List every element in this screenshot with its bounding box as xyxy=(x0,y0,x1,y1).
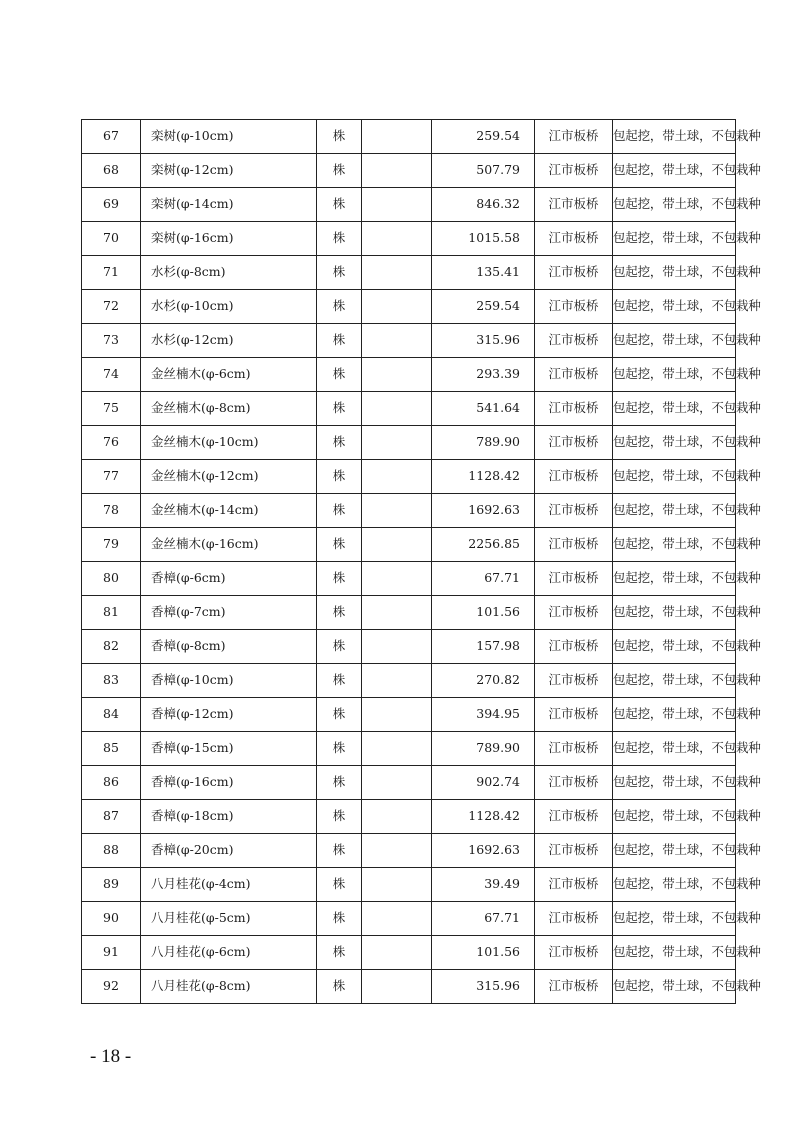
blank-cell xyxy=(362,562,432,596)
unit-price: 789.90 xyxy=(432,732,535,766)
blank-cell xyxy=(362,324,432,358)
row-number: 68 xyxy=(82,154,141,188)
origin-place: 江市板桥 xyxy=(535,222,613,256)
remark: 包起挖，带土球，不包栽种 xyxy=(613,256,736,290)
unit: 株 xyxy=(317,970,362,1004)
unit-price: 293.39 xyxy=(432,358,535,392)
table-row xyxy=(82,528,736,562)
item-name: 八月桂花(φ-8cm) xyxy=(141,970,317,1004)
remark: 包起挖，带土球，不包栽种 xyxy=(613,868,736,902)
item-name: 金丝楠木(φ-6cm) xyxy=(141,358,317,392)
blank-cell xyxy=(362,698,432,732)
origin-place: 江市板桥 xyxy=(535,426,613,460)
blank-cell xyxy=(362,154,432,188)
table-row xyxy=(82,256,736,290)
unit-price: 1128.42 xyxy=(432,800,535,834)
table-row xyxy=(82,120,736,154)
origin-place: 江市板桥 xyxy=(535,834,613,868)
row-number: 70 xyxy=(82,222,141,256)
row-number: 90 xyxy=(82,902,141,936)
table-row xyxy=(82,902,736,936)
item-name: 水杉(φ-8cm) xyxy=(141,256,317,290)
blank-cell xyxy=(362,392,432,426)
remark: 包起挖，带土球，不包栽种 xyxy=(613,562,736,596)
remark: 包起挖，带土球，不包栽种 xyxy=(613,188,736,222)
unit-price: 259.54 xyxy=(432,290,535,324)
item-name: 栾树(φ-12cm) xyxy=(141,154,317,188)
blank-cell xyxy=(362,902,432,936)
row-number: 74 xyxy=(82,358,141,392)
origin-place: 江市板桥 xyxy=(535,188,613,222)
unit-price: 1128.42 xyxy=(432,460,535,494)
item-name: 香樟(φ-8cm) xyxy=(141,630,317,664)
row-number: 78 xyxy=(82,494,141,528)
item-name: 香樟(φ-6cm) xyxy=(141,562,317,596)
origin-place: 江市板桥 xyxy=(535,324,613,358)
remark: 包起挖，带土球，不包栽种 xyxy=(613,222,736,256)
row-number: 81 xyxy=(82,596,141,630)
unit-price: 507.79 xyxy=(432,154,535,188)
unit-price: 789.90 xyxy=(432,426,535,460)
origin-place: 江市板桥 xyxy=(535,732,613,766)
remark: 包起挖，带土球，不包栽种 xyxy=(613,732,736,766)
item-name: 八月桂花(φ-6cm) xyxy=(141,936,317,970)
table-row xyxy=(82,426,736,460)
remark: 包起挖，带土球，不包栽种 xyxy=(613,392,736,426)
origin-place: 江市板桥 xyxy=(535,698,613,732)
remark: 包起挖，带土球，不包栽种 xyxy=(613,120,736,154)
blank-cell xyxy=(362,834,432,868)
blank-cell xyxy=(362,426,432,460)
blank-cell xyxy=(362,188,432,222)
item-name: 八月桂花(φ-4cm) xyxy=(141,868,317,902)
row-number: 84 xyxy=(82,698,141,732)
table-row xyxy=(82,154,736,188)
unit-price: 39.49 xyxy=(432,868,535,902)
origin-place: 江市板桥 xyxy=(535,528,613,562)
row-number: 73 xyxy=(82,324,141,358)
blank-cell xyxy=(362,664,432,698)
origin-place: 江市板桥 xyxy=(535,358,613,392)
remark: 包起挖，带土球，不包栽种 xyxy=(613,834,736,868)
remark: 包起挖，带土球，不包栽种 xyxy=(613,494,736,528)
remark: 包起挖，带土球，不包栽种 xyxy=(613,324,736,358)
remark: 包起挖，带土球，不包栽种 xyxy=(613,970,736,1004)
origin-place: 江市板桥 xyxy=(535,664,613,698)
origin-place: 江市板桥 xyxy=(535,460,613,494)
item-name: 八月桂花(φ-5cm) xyxy=(141,902,317,936)
item-name: 香樟(φ-18cm) xyxy=(141,800,317,834)
unit: 株 xyxy=(317,868,362,902)
table-row xyxy=(82,562,736,596)
table-row xyxy=(82,392,736,426)
remark: 包起挖，带土球，不包栽种 xyxy=(613,358,736,392)
unit-price: 315.96 xyxy=(432,970,535,1004)
unit: 株 xyxy=(317,120,362,154)
blank-cell xyxy=(362,596,432,630)
origin-place: 江市板桥 xyxy=(535,392,613,426)
item-name: 水杉(φ-10cm) xyxy=(141,290,317,324)
unit: 株 xyxy=(317,596,362,630)
origin-place: 江市板桥 xyxy=(535,868,613,902)
item-name: 栾树(φ-10cm) xyxy=(141,120,317,154)
row-number: 76 xyxy=(82,426,141,460)
table-row xyxy=(82,630,736,664)
unit: 株 xyxy=(317,630,362,664)
remark: 包起挖，带土球，不包栽种 xyxy=(613,664,736,698)
blank-cell xyxy=(362,494,432,528)
item-name: 金丝楠木(φ-16cm) xyxy=(141,528,317,562)
unit: 株 xyxy=(317,664,362,698)
item-name: 香樟(φ-12cm) xyxy=(141,698,317,732)
row-number: 88 xyxy=(82,834,141,868)
row-number: 85 xyxy=(82,732,141,766)
unit-price: 394.95 xyxy=(432,698,535,732)
unit-price: 315.96 xyxy=(432,324,535,358)
unit: 株 xyxy=(317,528,362,562)
row-number: 79 xyxy=(82,528,141,562)
unit-price: 902.74 xyxy=(432,766,535,800)
unit: 株 xyxy=(317,324,362,358)
row-number: 80 xyxy=(82,562,141,596)
unit-price: 135.41 xyxy=(432,256,535,290)
origin-place: 江市板桥 xyxy=(535,154,613,188)
origin-place: 江市板桥 xyxy=(535,970,613,1004)
unit: 株 xyxy=(317,154,362,188)
origin-place: 江市板桥 xyxy=(535,766,613,800)
unit: 株 xyxy=(317,222,362,256)
origin-place: 江市板桥 xyxy=(535,494,613,528)
table-row xyxy=(82,834,736,868)
unit-price: 1692.63 xyxy=(432,494,535,528)
row-number: 69 xyxy=(82,188,141,222)
remark: 包起挖，带土球，不包栽种 xyxy=(613,800,736,834)
row-number: 92 xyxy=(82,970,141,1004)
unit: 株 xyxy=(317,460,362,494)
blank-cell xyxy=(362,290,432,324)
origin-place: 江市板桥 xyxy=(535,120,613,154)
remark: 包起挖，带土球，不包栽种 xyxy=(613,290,736,324)
unit-price: 259.54 xyxy=(432,120,535,154)
unit: 株 xyxy=(317,766,362,800)
blank-cell xyxy=(362,970,432,1004)
unit-price: 101.56 xyxy=(432,596,535,630)
row-number: 87 xyxy=(82,800,141,834)
blank-cell xyxy=(362,528,432,562)
blank-cell xyxy=(362,358,432,392)
origin-place: 江市板桥 xyxy=(535,800,613,834)
unit: 株 xyxy=(317,562,362,596)
unit: 株 xyxy=(317,936,362,970)
table-row xyxy=(82,970,736,1004)
row-number: 77 xyxy=(82,460,141,494)
origin-place: 江市板桥 xyxy=(535,290,613,324)
item-name: 香樟(φ-7cm) xyxy=(141,596,317,630)
unit: 株 xyxy=(317,290,362,324)
unit: 株 xyxy=(317,698,362,732)
table-row xyxy=(82,290,736,324)
item-name: 水杉(φ-12cm) xyxy=(141,324,317,358)
remark: 包起挖，带土球，不包栽种 xyxy=(613,698,736,732)
table-row xyxy=(82,222,736,256)
remark: 包起挖，带土球，不包栽种 xyxy=(613,154,736,188)
unit: 株 xyxy=(317,188,362,222)
origin-place: 江市板桥 xyxy=(535,630,613,664)
table-row xyxy=(82,800,736,834)
item-name: 香樟(φ-15cm) xyxy=(141,732,317,766)
unit-price: 846.32 xyxy=(432,188,535,222)
row-number: 75 xyxy=(82,392,141,426)
blank-cell xyxy=(362,936,432,970)
row-number: 89 xyxy=(82,868,141,902)
remark: 包起挖，带土球，不包栽种 xyxy=(613,596,736,630)
unit: 株 xyxy=(317,392,362,426)
remark: 包起挖，带土球，不包栽种 xyxy=(613,528,736,562)
row-number: 82 xyxy=(82,630,141,664)
unit: 株 xyxy=(317,902,362,936)
row-number: 67 xyxy=(82,120,141,154)
unit-price: 1692.63 xyxy=(432,834,535,868)
row-number: 71 xyxy=(82,256,141,290)
remark: 包起挖，带土球，不包栽种 xyxy=(613,766,736,800)
table-row xyxy=(82,664,736,698)
row-number: 72 xyxy=(82,290,141,324)
origin-place: 江市板桥 xyxy=(535,256,613,290)
origin-place: 江市板桥 xyxy=(535,596,613,630)
table-row xyxy=(82,766,736,800)
unit-price: 101.56 xyxy=(432,936,535,970)
unit: 株 xyxy=(317,256,362,290)
unit-price: 1015.58 xyxy=(432,222,535,256)
unit: 株 xyxy=(317,426,362,460)
blank-cell xyxy=(362,732,432,766)
origin-place: 江市板桥 xyxy=(535,936,613,970)
remark: 包起挖，带土球，不包栽种 xyxy=(613,460,736,494)
table-row xyxy=(82,596,736,630)
remark: 包起挖，带土球，不包栽种 xyxy=(613,936,736,970)
blank-cell xyxy=(362,630,432,664)
unit-price: 270.82 xyxy=(432,664,535,698)
unit-price: 2256.85 xyxy=(432,528,535,562)
blank-cell xyxy=(362,222,432,256)
unit-price: 541.64 xyxy=(432,392,535,426)
row-number: 91 xyxy=(82,936,141,970)
blank-cell xyxy=(362,460,432,494)
unit: 株 xyxy=(317,358,362,392)
item-name: 香樟(φ-16cm) xyxy=(141,766,317,800)
item-name: 栾树(φ-14cm) xyxy=(141,188,317,222)
item-name: 金丝楠木(φ-8cm) xyxy=(141,392,317,426)
blank-cell xyxy=(362,800,432,834)
origin-place: 江市板桥 xyxy=(535,902,613,936)
blank-cell xyxy=(362,868,432,902)
table-row xyxy=(82,460,736,494)
table-row xyxy=(82,732,736,766)
remark: 包起挖，带土球，不包栽种 xyxy=(613,630,736,664)
item-name: 香樟(φ-20cm) xyxy=(141,834,317,868)
unit: 株 xyxy=(317,800,362,834)
origin-place: 江市板桥 xyxy=(535,562,613,596)
table-row xyxy=(82,358,736,392)
item-name: 香樟(φ-10cm) xyxy=(141,664,317,698)
row-number: 83 xyxy=(82,664,141,698)
unit-price: 67.71 xyxy=(432,902,535,936)
row-number: 86 xyxy=(82,766,141,800)
item-name: 金丝楠木(φ-12cm) xyxy=(141,460,317,494)
item-name: 金丝楠木(φ-14cm) xyxy=(141,494,317,528)
remark: 包起挖，带土球，不包栽种 xyxy=(613,902,736,936)
table-row xyxy=(82,494,736,528)
remark: 包起挖，带土球，不包栽种 xyxy=(613,426,736,460)
table-row xyxy=(82,868,736,902)
item-name: 金丝楠木(φ-10cm) xyxy=(141,426,317,460)
unit: 株 xyxy=(317,732,362,766)
table-row xyxy=(82,698,736,732)
seedling-price-table xyxy=(81,119,761,1004)
unit: 株 xyxy=(317,834,362,868)
table-row xyxy=(82,324,736,358)
page-number: - 18 - xyxy=(90,1046,132,1067)
unit-price: 67.71 xyxy=(432,562,535,596)
blank-cell xyxy=(362,766,432,800)
table-row xyxy=(82,188,736,222)
unit-price: 157.98 xyxy=(432,630,535,664)
table-row xyxy=(82,936,736,970)
blank-cell xyxy=(362,256,432,290)
item-name: 栾树(φ-16cm) xyxy=(141,222,317,256)
table-body xyxy=(82,120,761,1004)
unit: 株 xyxy=(317,494,362,528)
blank-cell xyxy=(362,120,432,154)
